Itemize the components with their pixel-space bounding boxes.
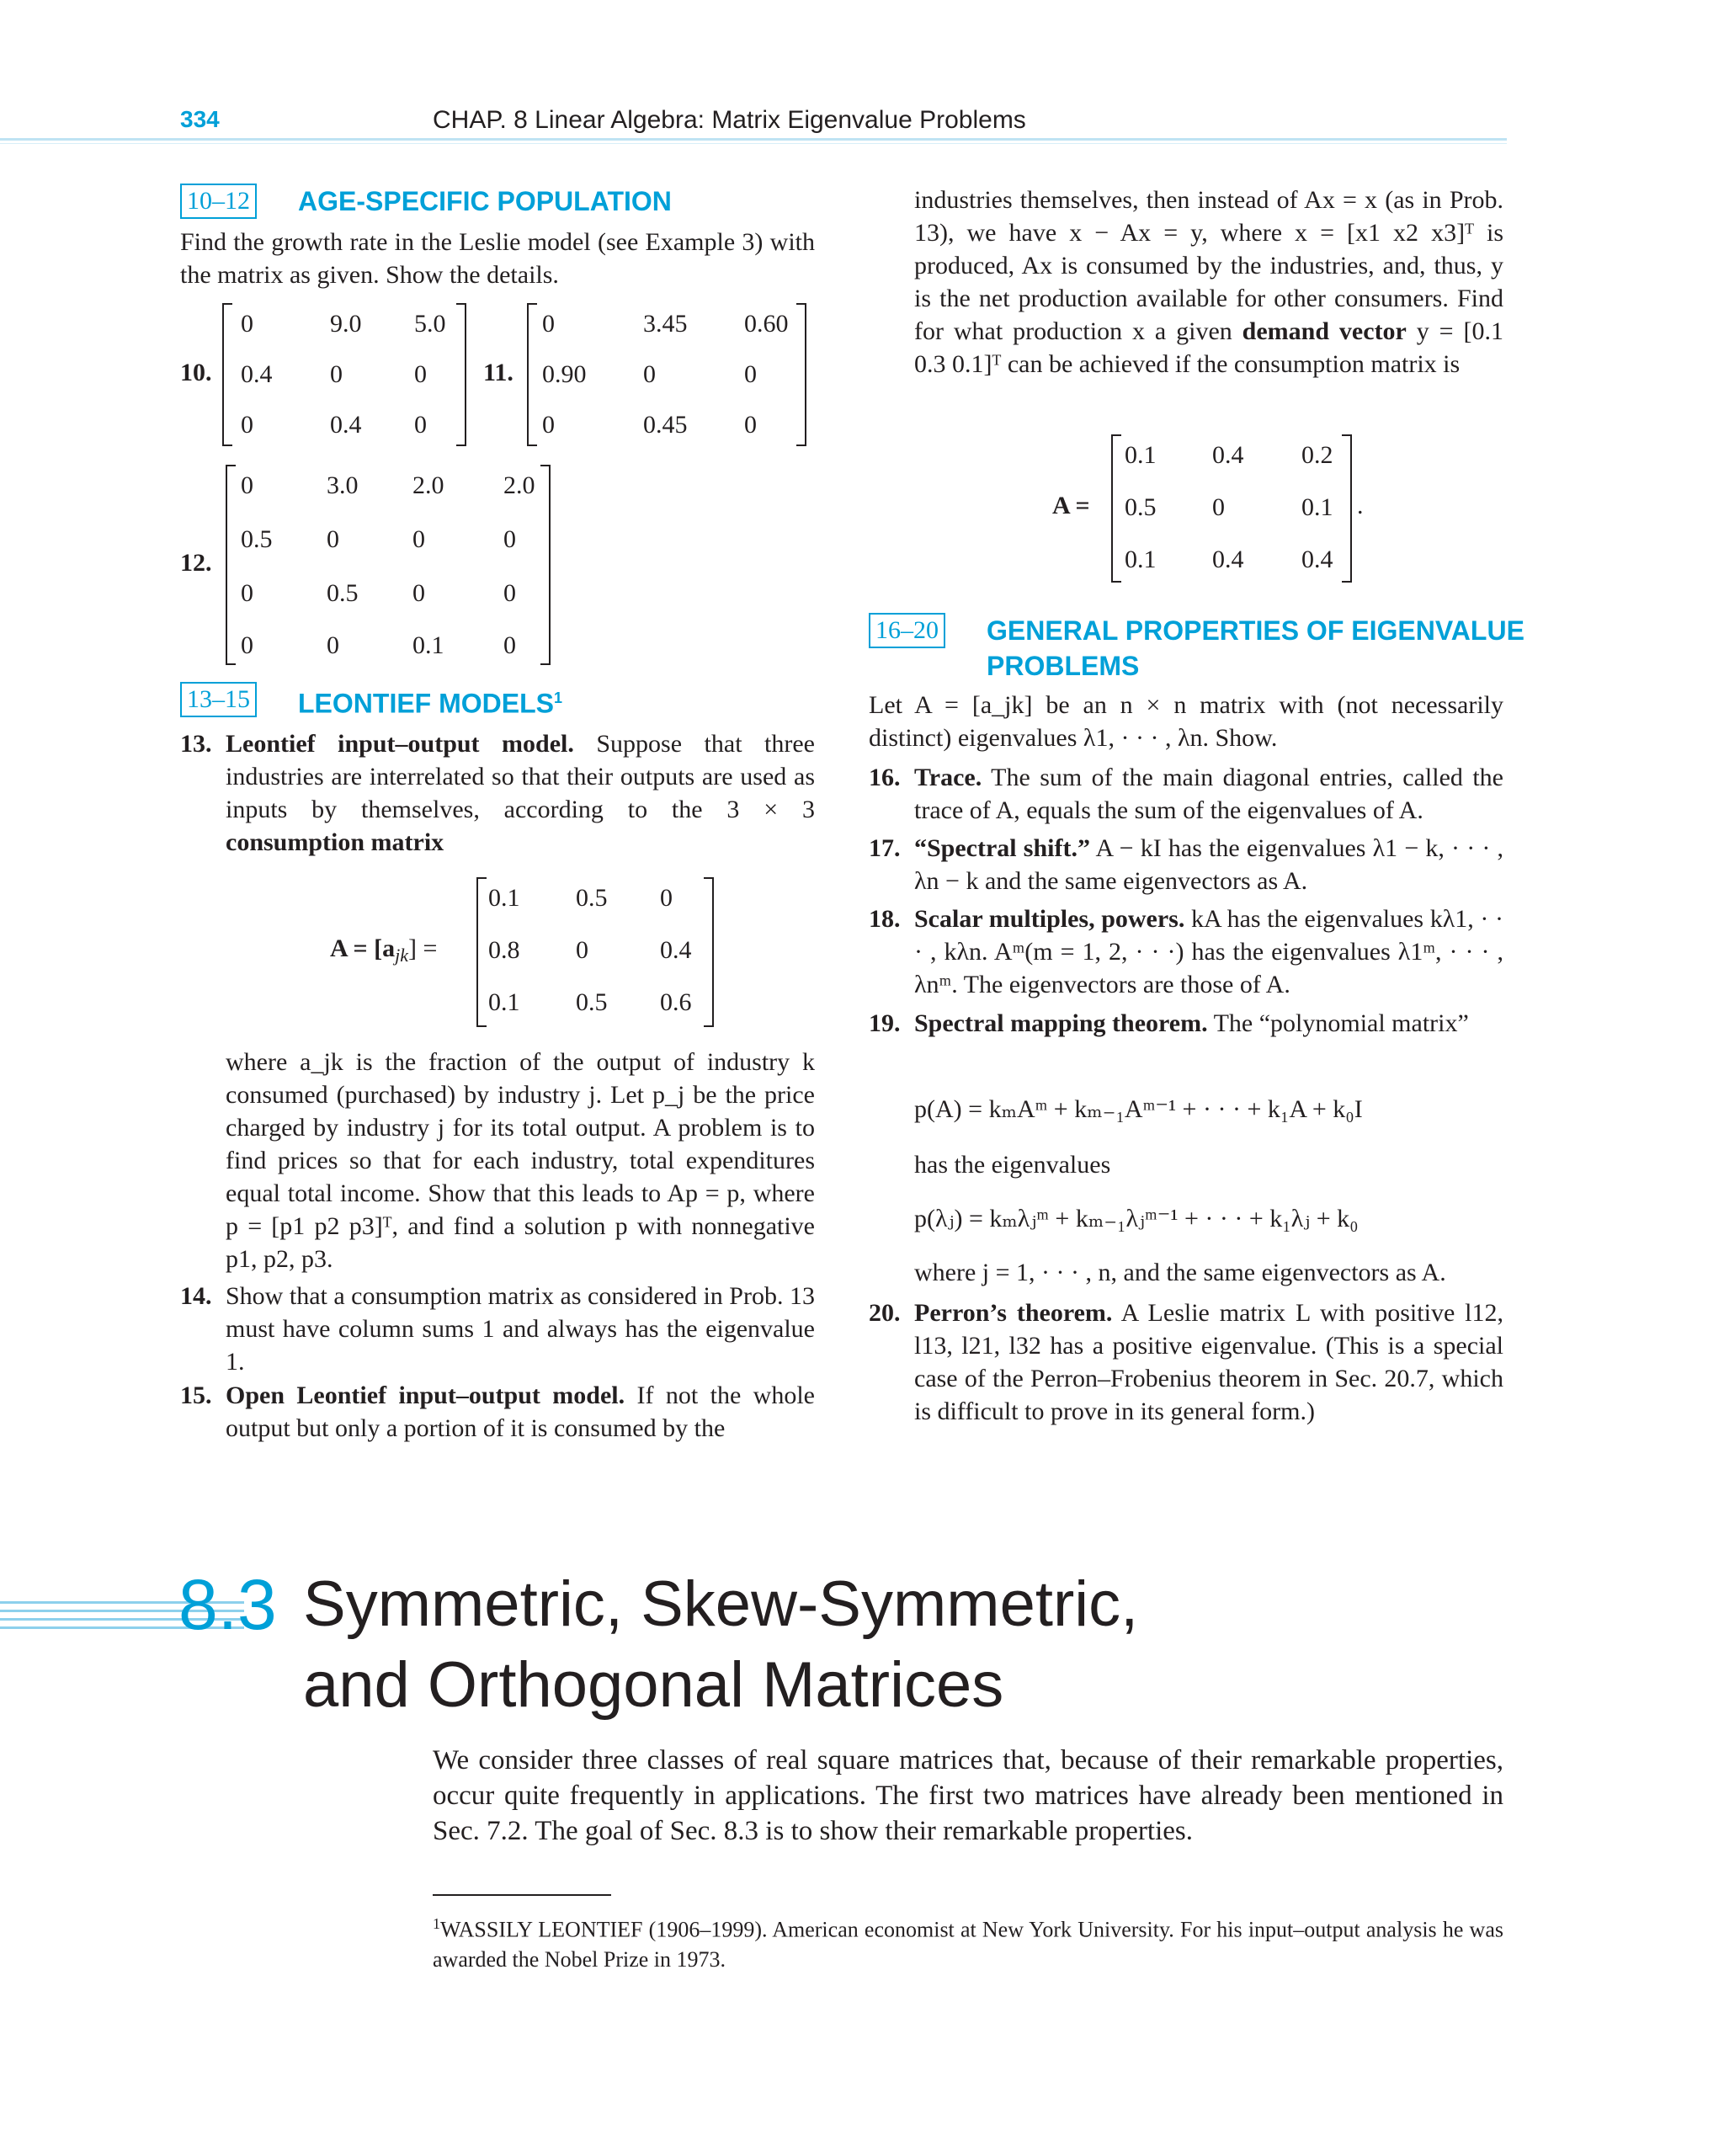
problem-15-body: If not the whole output but only a portion of it is consumed by the — [226, 1381, 816, 1442]
matrix-cell: 0 — [412, 525, 425, 553]
polynomial-eigenvalue-equation: p(λⱼ) = kₘλⱼᵐ + kₘ₋₁λⱼᵐ⁻¹ + · · · + k₁λⱼ + k₀ — [914, 1205, 1359, 1232]
matrix-cell: 0.1 — [488, 988, 520, 1016]
problem-19-mid: has the eigenvalues — [914, 1151, 1111, 1179]
matrix-cell: 0.2 — [1301, 441, 1333, 469]
footnote — [433, 1909, 1503, 1974]
problem-13-body: Suppose that three industries are interrelated so that their outputs are used as inputs by themselves, according to the 3 × 3 — [226, 730, 815, 823]
section-heading-line-1: GENERAL PROPERTIES OF EIGENVALUE — [987, 615, 1524, 646]
section-number: 8.3 — [178, 1565, 277, 1644]
problem-19-number: 19. — [869, 1009, 901, 1037]
problem-17-number: 17. — [869, 834, 901, 862]
problem-15-continuation — [914, 184, 1503, 381]
matrix-cell: 0.5 — [576, 884, 608, 912]
problem-12-number: 12. — [180, 549, 212, 577]
matrix-cell: 0.1 — [1301, 493, 1333, 521]
matrix-cell: 0 — [241, 631, 253, 659]
problem-20-heading: Perron’s theorem. — [914, 1299, 1113, 1327]
problem-14-number: 14. — [180, 1282, 212, 1310]
matrix-cell: 0 — [241, 579, 253, 607]
problem-13-text — [226, 727, 815, 859]
matrix-15-period: . — [1357, 492, 1364, 519]
footnote-text: WASSILY LEONTIEF (1906–1999). American economist at New York University. For his input–output analysis he was awarded the Nobel Prize in 1973. — [433, 1917, 1503, 1972]
matrix-13 — [476, 877, 714, 1027]
section-heading-leontief — [298, 680, 562, 721]
matrix-cell: 0.8 — [488, 936, 520, 964]
problem-range-label: 10–12 — [180, 184, 257, 219]
matrix-cell: 0.60 — [744, 310, 789, 338]
footnote-marker: 1 — [554, 689, 563, 706]
section-intro-paragraph: We consider three classes of real square matrices that, because of their remarkable properties, occur quite frequently in applications. The first two matrices have already been mentioned in Sec. 7.2. The goal of Sec. 8.3 is to show their remarkable properties. — [433, 1745, 1503, 1846]
matrix-cell: 0.4 — [241, 360, 273, 388]
problem-15-cont-text-2: y = [0.1 0.3 0.1]ᵀ can be achieved if the consumption matrix is — [914, 317, 1503, 378]
problem-13-continuation: where a_jk is the fraction of the output of industry k consumed (purchased) by industry j. Let p_j be the price charged by industry j for its total output. A problem is to find prices so that for each industry, total expenditures equal total income. Show that this leads to Ap = p, where p = [p1 p2 p3]ᵀ, and find a solution p with nonnegative p1, p2, p3. — [226, 1048, 815, 1273]
matrix-cell: 0 — [542, 310, 555, 338]
matrix-cell: 0.1 — [488, 884, 520, 912]
section-title-line-2: and Orthogonal Matrices — [303, 1649, 1004, 1721]
matrix-cell: 0 — [542, 411, 555, 439]
matrix-11 — [527, 303, 806, 446]
footnote-rule — [433, 1894, 611, 1896]
matrix-cell: 0 — [330, 360, 343, 388]
problem-16-text — [914, 761, 1503, 827]
problem-15-cont-text: industries themselves, then instead of Ax = x (as in Prob. 13), we have x − Ax = y, where x = [x1 x2 x3]ᵀ is produced, Ax is consumed by the industries, and, thus, y is the net production available for other consumers. Find for what production x a given — [914, 186, 1503, 345]
matrix-cell: 0.6 — [660, 988, 692, 1016]
matrix-cell: 0.1 — [412, 631, 444, 659]
matrix-cell: 0 — [414, 360, 427, 388]
matrix-cell: 2.0 — [412, 471, 444, 499]
matrix-cell: 0 — [1212, 493, 1225, 521]
matrix-15 — [1111, 434, 1352, 583]
matrix-cell: 0 — [414, 411, 427, 439]
problem-17-text — [914, 832, 1503, 897]
problem-18-heading: Scalar multiples, powers. — [914, 905, 1185, 933]
problem-17-heading: “Spectral shift.” — [914, 834, 1090, 862]
matrix-13-lhs — [330, 934, 438, 966]
problem-13-number: 13. — [180, 730, 212, 758]
matrix-cell: 0 — [241, 471, 253, 499]
header-rule-thin — [0, 143, 1507, 144]
section-heading-age-specific: AGE-SPECIFIC POPULATION — [298, 186, 672, 216]
matrix-cell: 0.1 — [1125, 546, 1157, 573]
demand-vector-term: demand vector — [1242, 317, 1407, 345]
footnote-marker: 1 — [433, 1915, 440, 1932]
matrix-cell: 0.4 — [660, 936, 692, 964]
problem-18-number: 18. — [869, 905, 901, 933]
problem-16-body: The sum of the main diagonal entries, called the trace of A, equals the sum of the eigenvalues of A. — [914, 764, 1503, 824]
matrix-lhs-subscript: jk — [395, 945, 408, 966]
problem-19-heading: Spectral mapping theorem. — [914, 1009, 1208, 1037]
matrix-cell: 0 — [241, 411, 253, 439]
matrix-lhs-end: ] = — [408, 934, 438, 962]
matrix-cell: 0 — [576, 936, 588, 964]
matrix-cell: 3.45 — [643, 310, 688, 338]
problem-18-text — [914, 902, 1503, 1001]
problem-14-text: Show that a consumption matrix as considered in Prob. 13 must have column sums 1 and always has the eigenvalue 1. — [226, 1282, 815, 1376]
problem-19-body: The “polynomial matrix” — [1213, 1009, 1469, 1037]
problem-19-end: where j = 1, · · · , n, and the same eigenvectors as A. — [914, 1259, 1446, 1286]
matrix-cell: 5.0 — [414, 310, 446, 338]
matrix-cell: 0 — [327, 525, 339, 553]
matrix-cell: 0 — [327, 631, 339, 659]
problem-15-text — [226, 1379, 815, 1445]
problem-16-number: 16. — [869, 764, 901, 791]
matrix-12 — [226, 465, 551, 665]
matrix-cell: 0 — [503, 631, 516, 659]
matrix-cell: 0.5 — [1125, 493, 1157, 521]
matrix-cell: 0.4 — [1301, 546, 1333, 573]
matrix-cell: 0.1 — [1125, 441, 1157, 469]
general-properties-intro: Let A = [a_jk] be an n × n matrix with (not necessarily distinct) eigenvalues λ1, · · · , λn. Show. — [869, 691, 1503, 752]
problem-20-body: A Leslie matrix L with positive l12, l13, l21, l32 has a positive eigenvalue. (This is a special case of the Perron–Frobenius theorem in Sec. 20.7, which is difficult to prove in its general form.) — [914, 1299, 1503, 1425]
matrix-cell: 0 — [744, 360, 757, 388]
matrix-cell: 0.5 — [241, 525, 273, 553]
problem-13-bold-term: consumption matrix — [226, 828, 444, 856]
matrix-cell: 0.4 — [1212, 546, 1244, 573]
matrix-cell: 0.45 — [643, 411, 688, 439]
matrix-cell: 0.4 — [1212, 441, 1244, 469]
page-number: 334 — [180, 106, 220, 132]
matrix-cell: 9.0 — [330, 310, 362, 338]
matrix-lhs-a: A = [a — [330, 934, 396, 962]
problem-15-number: 15. — [180, 1381, 212, 1409]
matrix-10 — [222, 303, 466, 446]
matrix-cell: 0.5 — [576, 988, 608, 1016]
header-rule — [0, 138, 1507, 141]
problem-10-number: 10. — [180, 359, 212, 386]
problem-17-body: A − kI has the eigenvalues λ1 − k, · · · , λn − k and the same eigenvectors as A. — [914, 834, 1503, 895]
running-title: CHAP. 8 Linear Algebra: Matrix Eigenvalue Problems — [433, 106, 1026, 134]
problem-11-number: 11. — [483, 359, 513, 386]
section-title — [303, 1564, 1138, 1726]
matrix-cell: 0 — [643, 360, 656, 388]
matrix-cell: 2.0 — [503, 471, 535, 499]
matrix-15-lhs: A = — [1052, 492, 1090, 519]
section-heading-general-properties — [987, 613, 1524, 684]
problem-range-label: 16–20 — [869, 613, 945, 648]
matrix-cell: 0 — [503, 525, 516, 553]
matrix-cell: 0 — [241, 310, 253, 338]
problem-20-number: 20. — [869, 1299, 901, 1327]
age-specific-intro: Find the growth rate in the Leslie model (see Example 3) with the matrix as given. Show the details. — [180, 228, 815, 289]
section-heading-line-2: PROBLEMS — [987, 651, 1140, 681]
matrix-cell: 3.0 — [327, 471, 359, 499]
problem-19-text — [914, 1007, 1503, 1040]
matrix-cell: 0.90 — [542, 360, 587, 388]
matrix-cell: 0.4 — [330, 411, 362, 439]
matrix-cell: 0 — [744, 411, 757, 439]
matrix-cell: 0.5 — [327, 579, 359, 607]
matrix-cell: 0 — [412, 579, 425, 607]
matrix-cell: 0 — [503, 579, 516, 607]
problem-18-body: kA has the eigenvalues kλ1, · · · , kλn. Aᵐ(m = 1, 2, · · ·) has the eigenvalues λ1ᵐ, · · · , λnᵐ. The eigenvectors are those of A. — [914, 905, 1503, 998]
problem-13-heading: Leontief input–output model. — [226, 730, 574, 758]
problem-15-heading: Open Leontief input–output model. — [226, 1381, 625, 1409]
problem-16-heading: Trace. — [914, 764, 982, 791]
section-title-line-1: Symmetric, Skew-Symmetric, — [303, 1568, 1139, 1640]
matrix-cell: 0 — [660, 884, 673, 912]
problem-range-label: 13–15 — [180, 682, 257, 717]
section-heading-text: LEONTIEF MODELS — [298, 688, 554, 719]
polynomial-matrix-equation: p(A) = kₘAᵐ + kₘ₋₁Aᵐ⁻¹ + · · · + k₁A + k₀I — [914, 1095, 1363, 1123]
problem-20-text — [914, 1296, 1503, 1428]
